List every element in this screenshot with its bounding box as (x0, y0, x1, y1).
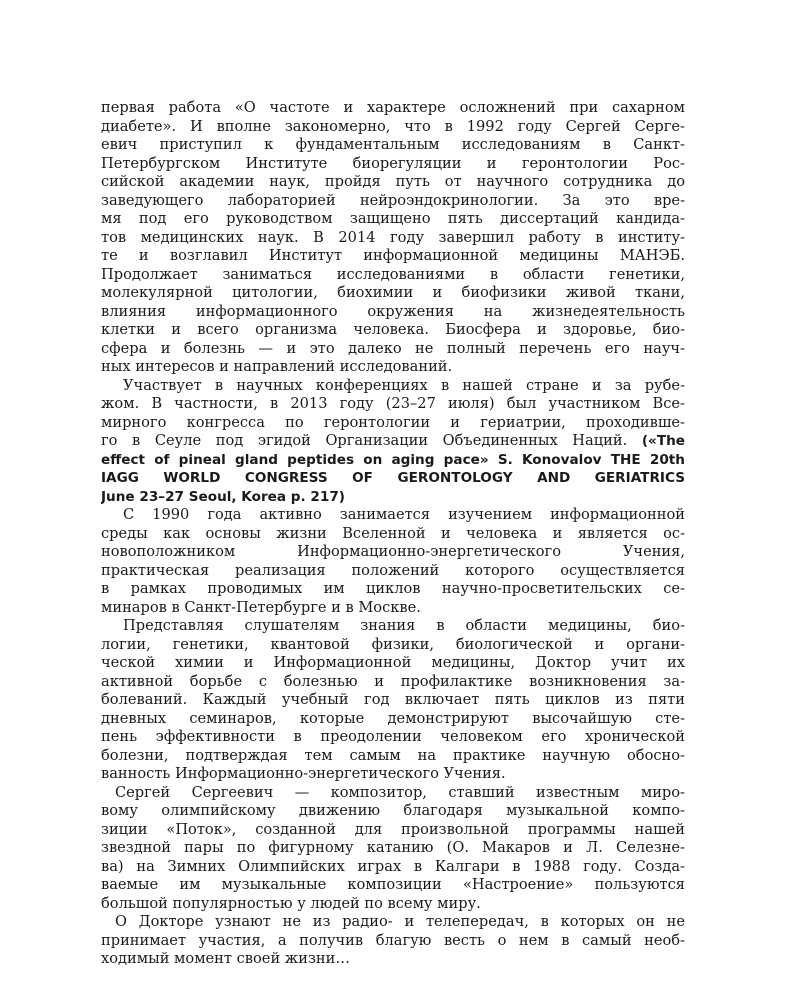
text-line: те и возглавил Институт информационной медицины МАНЭБ. (101, 247, 685, 264)
text-line: дневных семинаров, которые демонстрируют высочайшую сте- (101, 709, 685, 727)
text-line: Представляя слушателям знания в области медицины, био- (123, 617, 685, 634)
text-line: логии, генетики, квантовой физики, биологической и органи- (101, 635, 685, 653)
text-line: ваемые им музыкальные композиции «Настроение» пользуются (101, 876, 685, 893)
text-line: сфера и болезнь — и это далеко не полный перечень его науч- (101, 339, 685, 357)
text-line: влияния информационного окружения на жизнедеятельность (101, 302, 685, 320)
text-line: болеваний. Каждый учебный год включает пять циклов из пяти (101, 691, 685, 708)
text-line: принимает участия, а получив благую весть о нем в самый необ- (101, 931, 685, 949)
text-line: Продолжает заниматься исследованиями в области генетики, (101, 265, 685, 283)
text-line: Сергей Сергеевич — композитор, ставший известным миро- (115, 783, 685, 801)
paragraph (101, 784, 685, 914)
text-line: ходимый момент своей жизни… (101, 950, 350, 967)
text-line: вому олимпийскому движению благодаря музыкальной компо- (101, 802, 685, 819)
book-page (101, 99, 685, 969)
text-line: тов медицинских наук. В 2014 году завершил работу в институ- (101, 228, 685, 246)
citation-line: IAGG WORLD CONGRESS OF GERONTOLOGY AND GERIATRICS (101, 470, 685, 486)
text-line: сийской академии наук, пройдя путь от научного сотрудника до (101, 173, 685, 190)
text-line: ва) на Зимних Олимпийских играх в Калгари в 1988 году. Созда- (101, 857, 685, 875)
text-line: первая работа «О частоте и характере осложнений при сахарном (101, 99, 685, 116)
text-line: звездной пары по фигурному катанию (О. Макаров и Л. Селезне- (101, 839, 685, 856)
text-line: евич приступил к фундаментальным исследованиям в Санкт- (101, 136, 685, 153)
text-line: С 1990 года активно занимается изучением информационной (123, 506, 685, 523)
text-line: большой популярностью у людей по всему миру. (101, 894, 481, 912)
text-line: ванность Информационно-энергетического Учения. (101, 765, 506, 782)
text-line: болезни, подтверждая тем самым на практике научную обосно- (101, 746, 685, 764)
text-line: жом. В частности, в 2013 году (23–27 июля) был участником Все- (101, 395, 685, 412)
text-segment: го в Сеуле под эгидой Организации Объединенных Наций. (101, 432, 628, 449)
text-line: новоположником Информационно-энергетического Учения, (101, 543, 685, 560)
paragraph (101, 617, 685, 784)
text-line: в рамках проводимых им циклов научно-просветительских се- (101, 580, 685, 597)
paragraph (101, 913, 685, 969)
paragraph (101, 99, 685, 377)
text-line: клетки и всего организма человека. Биосфера и здоровье, био- (101, 321, 685, 338)
text-line: Участвует в научных конференциях в нашей стране и за рубе- (123, 376, 685, 394)
text-line: О Докторе узнают не из радио- и телепередач, в которых он не (115, 913, 685, 930)
paragraph (101, 506, 685, 617)
citation-bold: («The (641, 433, 685, 449)
text-line: Петербургском Институте биорегуляции и геронтологии Рос- (101, 154, 685, 172)
text-line: ческой химии и Информационной медицины, Доктор учит их (101, 654, 685, 671)
citation-line: June 23–27 Seoul, Korea p. 217) (101, 488, 345, 505)
text-line: заведующего лабораторией нейроэндокринологии. За это вре- (101, 191, 685, 209)
text-line: диабете». И вполне закономерно, что в 1992 году Сергей Серге- (101, 117, 685, 135)
text-line: минаров в Санкт-Петербурге и в Москве. (101, 598, 421, 616)
text-line: зиции «Поток», созданной для произвольной программы нашей (101, 820, 685, 838)
text-line: мя под его руководством защищено пять диссертаций кандида- (101, 210, 685, 227)
paragraph (101, 377, 685, 507)
text-line: молекулярной цитологии, биохимии и биофизики живой ткани, (101, 284, 685, 301)
text-line: ных интересов и направлений исследований. (101, 358, 453, 375)
text-line: пень эффективности в преодолении человеком его хронической (101, 728, 685, 745)
text-line: среды как основы жизни Вселенной и человека и является ос- (101, 524, 685, 542)
text-line: мирного конгресса по геронтологии и гериатрии, проходивше- (101, 413, 685, 431)
text-line (101, 432, 685, 451)
citation-line: effect of pineal gland peptides on aging pace» S. Konovalov THE 20th (101, 451, 685, 468)
text-line: активной борьбе с болезнью и профилактике возникновения за- (101, 672, 685, 690)
text-line: практическая реализация положений которого осуществляется (101, 561, 685, 579)
